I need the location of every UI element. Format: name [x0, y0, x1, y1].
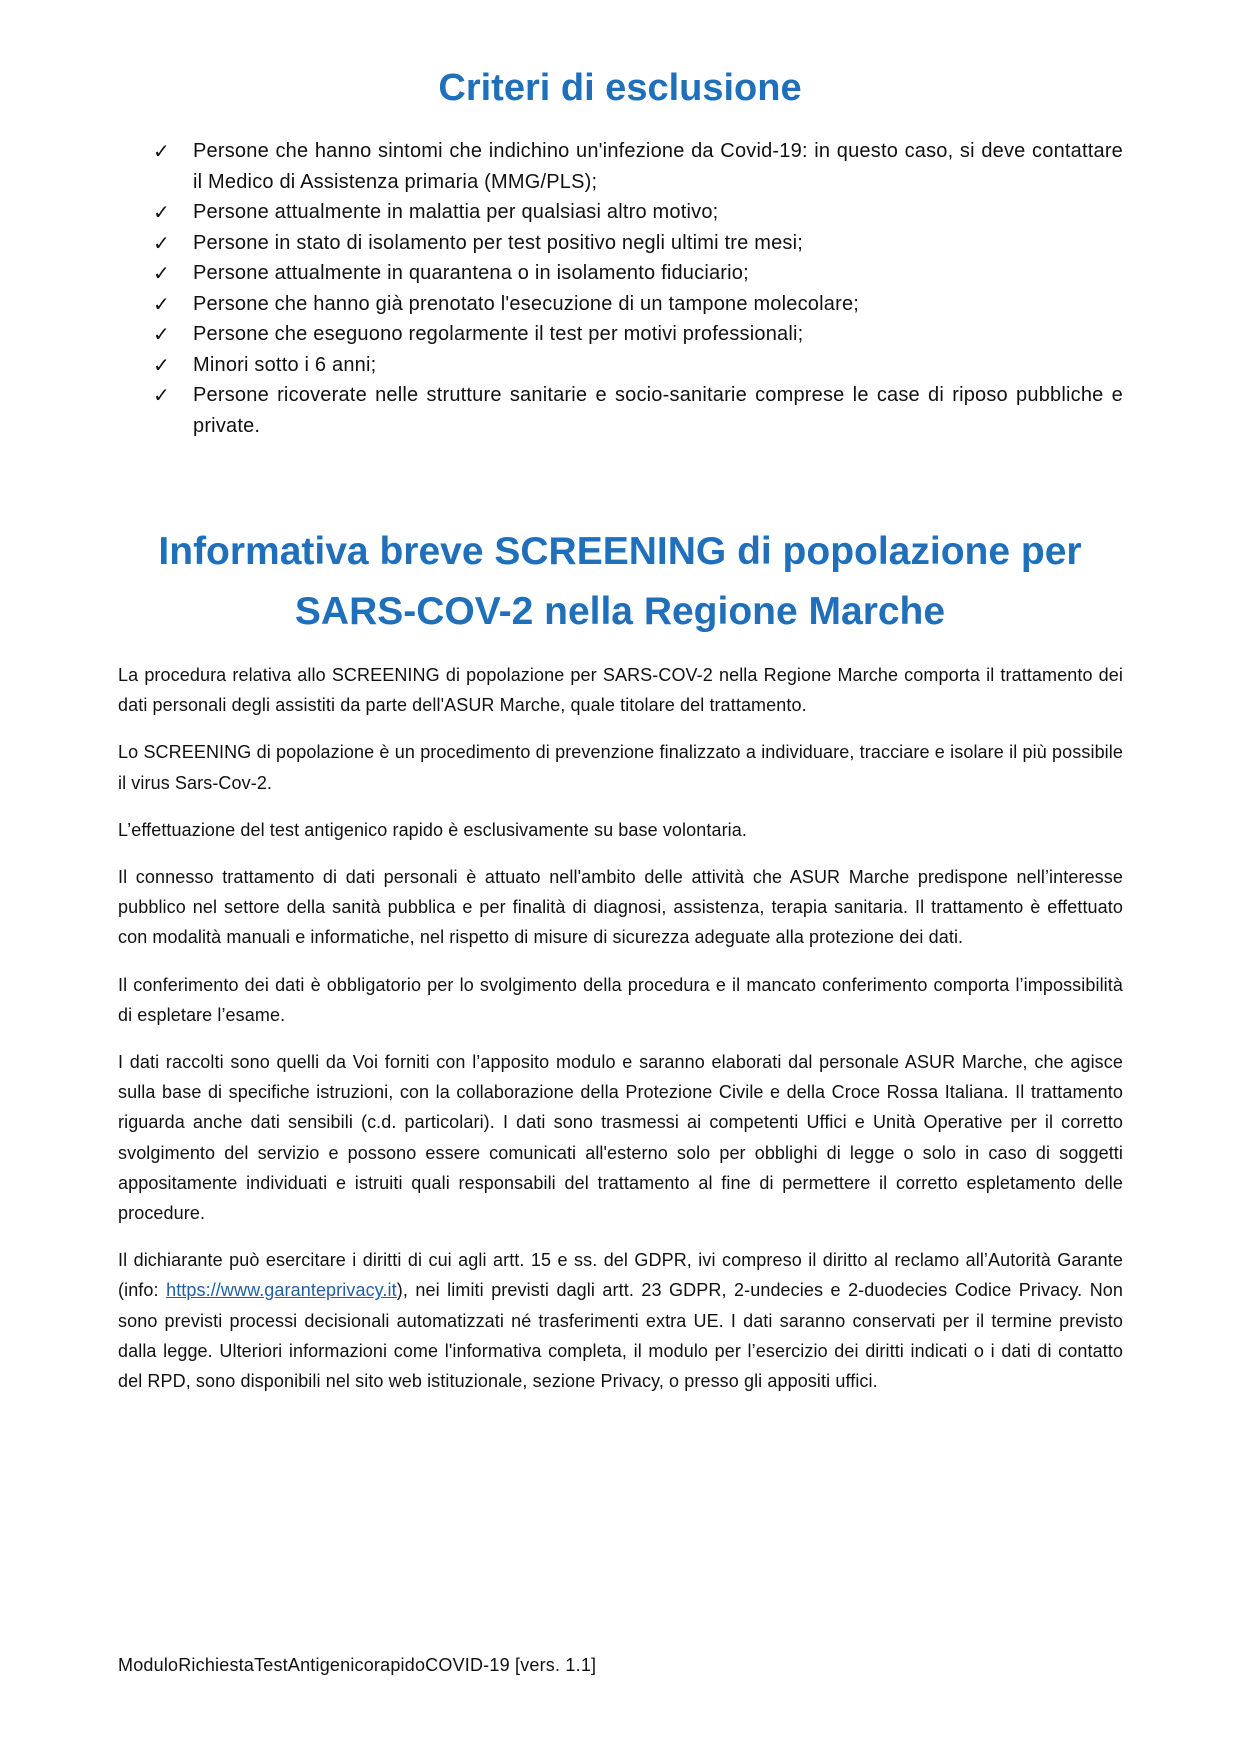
footer-text: ModuloRichiestaTestAntigenicorapidoCOVID-19 [vers. 1.1]: [118, 1655, 597, 1675]
list-item: [153, 258, 1123, 289]
list-item: [153, 197, 1123, 228]
rights-text-before-link: Il dichiarante può esercitare i diritti di cui agli artt. 15 e ss. del GDPR, ivi compreso il diritto al reclamo all’Autorità Garante (info:: [118, 1250, 1123, 1301]
checkmark-icon: ✓: [153, 352, 170, 377]
list-item-text: Persone che eseguono regolarmente il test per motivi professionali;: [193, 323, 804, 345]
paragraph: L’effettuazione del test antigenico rapido è esclusivamente su base volontaria.: [118, 819, 747, 840]
paragraph: Lo SCREENING di popolazione è un procedimento di prevenzione finalizzato a individuare, tracciare e isolare il più possibile il virus Sars-Cov-2.: [118, 742, 1123, 793]
informativa-title-line1: Informativa breve SCREENING di popolazione per: [158, 530, 1082, 573]
paragraph-rights: [118, 1245, 1123, 1396]
list-item-text: Persone che hanno già prenotato l'esecuzione di un tampone molecolare;: [193, 292, 860, 315]
informativa-body: [118, 660, 1123, 1413]
list-item-text: Persone ricoverate nelle strutture sanitarie e socio-sanitarie comprese le case di riposo pubbliche e private.: [193, 384, 1123, 437]
list-item: [153, 136, 1123, 197]
paragraph: Il connesso trattamento di dati personali è attuato nell'ambito delle attività che ASUR Marche predispone nell’interesse pubblico nel settore della sanità pubblica e per finalità di diagnosi, assistenza, terapia sanitaria. Il trattamento è effettuato con modalità manuali e informatiche, nel rispetto di misure di sicurezza adeguate alla protezione dei dati.: [118, 867, 1123, 948]
list-item: [153, 319, 1123, 350]
checkmark-icon: ✓: [153, 322, 170, 346]
list-item-text: Minori sotto i 6 anni;: [193, 353, 377, 376]
list-item-text: Persone attualmente in quarantena o in isolamento fiduciario;: [193, 262, 749, 284]
paragraph: La procedura relativa allo SCREENING di popolazione per SARS-COV-2 nella Regione Marche comporta il trattamento dei dati personali degli assistiti da parte dell'ASUR Marche, quale titolare del trattamento.: [118, 665, 1123, 716]
checkmark-icon: ✓: [153, 139, 170, 163]
garante-privacy-link[interactable]: https://www.garanteprivacy.it: [166, 1280, 397, 1301]
list-item: [153, 380, 1123, 441]
paragraph: I dati raccolti sono quelli da Voi forniti con l’apposito modulo e saranno elaborati dal personale ASUR Marche, che agisce sulla base di specifiche istruzioni, con la collaborazione della Protezione Civile e della Croce Rossa Italiana. Il trattamento riguarda anche dati sensibili (c.d. particolari). I dati sono trasmessi ai competenti Uffici e Unità Operative per il corretto svolgimento del servizio e possono essere comunicati all'esterno solo per obblighi di legge o solo in caso di soggetti appositamente individuati e istruiti quali responsabili del trattamento al fine di permettere il corretto espletamento delle procedure.: [118, 1052, 1123, 1224]
exclusion-criteria-list: [153, 136, 1123, 441]
informativa-title: [0, 522, 1240, 642]
list-item: [153, 350, 1123, 381]
list-item: [153, 228, 1123, 259]
list-item-text: Persone attualmente in malattia per qualsiasi altro motivo;: [193, 201, 719, 223]
rights-text-after-link: ), nei limiti previsti dagli artt. 23 GDPR, 2-undecies e 2-duodecies Codice Privacy. Non sono previsti processi decisionali automatizzati né trasferimenti extra UE. I dati saranno conservati per il termine previsto dalla legge. Ulteriori informazioni come l'informativa completa, il modulo per l’esercizio dei diritti indicati o i dati di contatto del RPD, sono disponibili nel sito web istituzionale, sezione Privacy, o presso gli appositi uffici.: [118, 1280, 1124, 1392]
checkmark-icon: ✓: [153, 261, 170, 285]
paragraph: Il conferimento dei dati è obbligatorio per lo svolgimento della procedura e il mancato conferimento comporta l’impossibilità di espletare l’esame.: [118, 974, 1123, 1025]
informativa-title-line2: SARS-COV-2 nella Regione Marche: [294, 590, 946, 633]
list-item-text: Persone che hanno sintomi che indichino un'infezione da Covid-19: in questo caso, si deve contattare il Medico di Assistenza primaria (MMG/PLS);: [193, 140, 1123, 193]
checkmark-icon: ✓: [153, 200, 170, 224]
checkmark-icon: ✓: [153, 383, 170, 407]
checkmark-icon: ✓: [153, 291, 170, 316]
checkmark-icon: ✓: [153, 230, 170, 255]
list-item: [153, 289, 1123, 320]
list-item-text: Persone in stato di isolamento per test positivo negli ultimi tre mesi;: [193, 231, 804, 254]
criteri-title: Criteri di esclusione: [438, 67, 802, 109]
